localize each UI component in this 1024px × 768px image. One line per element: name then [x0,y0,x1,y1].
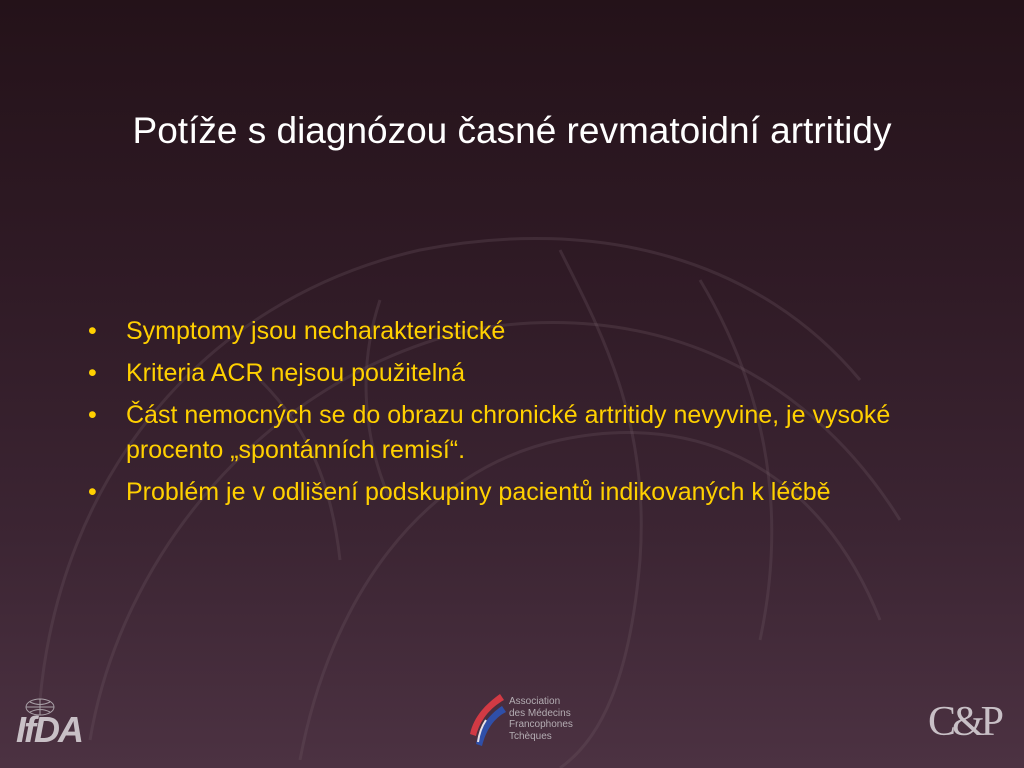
bullet-text: Kriteria ACR nejsou použitelná [126,359,466,387]
amf-logo [466,690,596,752]
bullet-text: Problém je v odlišení podskupiny pacientů indikovaných k léčbě [126,478,831,506]
bullet-marker: • [88,317,97,345]
bullet-text: Část nemocných se do obrazu chronické artritidy nevyvine, je vysoké procento „spontánních remisí“. [126,401,891,464]
list-item [82,356,942,391]
ida-logo-text: IfDA [16,709,82,750]
cp-logo-text: C&P [928,699,1001,745]
list-item [82,398,942,468]
list-item [82,475,942,510]
ida-logo [14,695,86,755]
bullet-marker: • [88,401,97,429]
cp-logo [928,698,1001,748]
slide-title: Potíže s diagnózou časné revmatoidní artritidy [132,110,892,151]
list-item [82,314,942,349]
bullet-text: Symptomy jsou necharakteristické [126,317,506,345]
bullet-marker: • [88,359,97,387]
bullet-list [82,314,942,517]
amf-logo-text: Association des Médecins Francophones Tchèques [509,696,573,742]
bullet-marker: • [88,478,97,506]
flag-ribbon-icon [466,690,506,750]
